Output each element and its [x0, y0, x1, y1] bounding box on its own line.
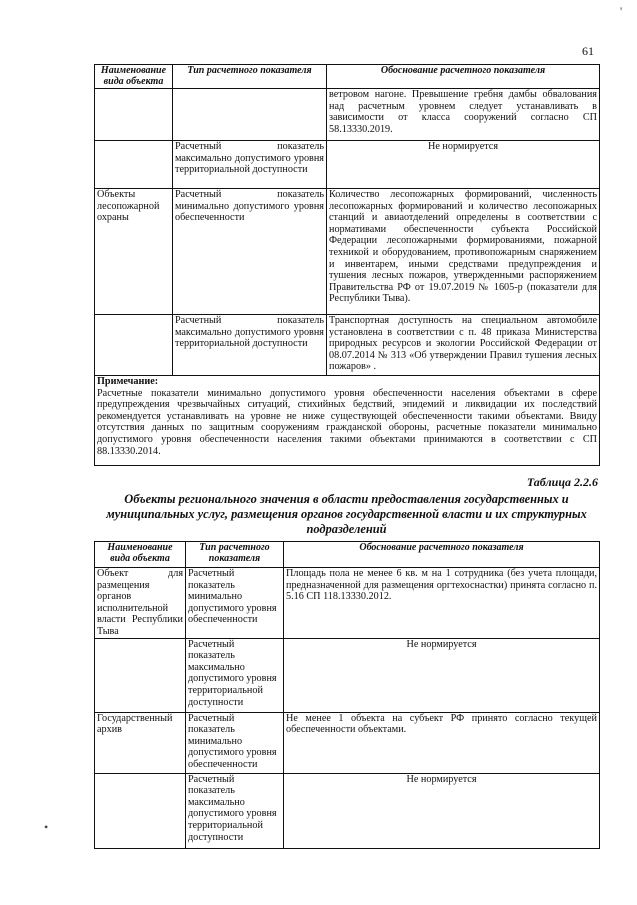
indicator-type-cell: [173, 89, 327, 141]
scan-mark: •: [44, 820, 49, 834]
scan-mark: ': [620, 4, 623, 18]
note-text: Расчетные показатели минимально допустимого уровня обеспеченности населения объектами в сфере предупреждения чрезвычайных ситуаций, стихийных бедствий, эпидемий и ликвидации их последствий рекомендуется устанавливать на уровне не ниже существующей обеспеченности такими объектами. Ввиду отсутствия данных по защитным сооружениям гражданской обороны, расчетные показатели минимально допустимого уровня обеспеченности населения такими объектами принимаются в соответствии с СП 88.13330.2014.: [97, 387, 597, 457]
note-title: Примечание:: [97, 376, 159, 387]
object-type-cell: [95, 638, 186, 712]
object-type-cell: [95, 89, 173, 141]
justification-cell: Не нормируется: [284, 773, 600, 848]
justification-cell: Не нормируется: [327, 141, 600, 189]
indicator-type-cell: Расчетный показатель максимально допустимого уровня территориальной доступности: [186, 638, 284, 712]
indicator-type-cell: Расчетный показатель минимально допустимого уровня обеспеченности: [186, 568, 284, 639]
object-type-cell: Государственный архив: [95, 712, 186, 773]
regional-objects-table: [94, 541, 600, 849]
justification-cell: Количество лесопожарных формирований, численность лесопожарных формирований и количество лесопожарных станций и авиаотделений определены в соответствии с нормативами обеспеченности субъекта Российской Федерации лесопожарными формированиями, пожарной техникой и оборудованием, противопожарным снаряжением и инвентарем, иными средствами предупреждения и тушения лесных пожаров, утвержденными распоряжением Правительства РФ от 19.07.2019 № 1605-р (показатели для Республики Тыва).: [327, 189, 600, 315]
table-row: [95, 712, 600, 773]
table-title: Объекты регионального значения в области предоставления государственных и муниципальных услуг, размещения органов государственной власти и их структурных подразделений: [106, 492, 587, 536]
column-header-justification: Обоснование расчетного показателя: [327, 65, 600, 89]
justification-cell: Не нормируется: [284, 638, 600, 712]
indicator-type-cell: Расчетный показатель максимально допустимого уровня территориальной доступности: [186, 773, 284, 848]
indicator-type-cell: Расчетный показатель минимально допустимого уровня обеспеченности: [186, 712, 284, 773]
indicator-type-cell: Расчетный показатель максимально допустимого уровня территориальной доступности: [173, 141, 327, 189]
indicators-table-continued: [94, 64, 600, 466]
table-row: [95, 89, 600, 141]
justification-cell: Не менее 1 объекта на субъект РФ принято согласно текущей обеспеченности объектами.: [284, 712, 600, 773]
column-header-indicator-type: Тип расчетного показателя: [186, 542, 284, 568]
object-type-cell: [95, 315, 173, 376]
object-type-cell: [95, 773, 186, 848]
page-number: 61: [582, 44, 594, 58]
object-type-cell: Объекты лесопожарной охраны: [95, 189, 173, 315]
justification-cell: Площадь пола не менее 6 кв. м на 1 сотрудника (без учета площади, предназначенной для размещения оргтехоснастки) принята согласно п. 5.16 СП 118.13330.2012.: [284, 568, 600, 639]
table-row: [95, 638, 600, 712]
table-row: [95, 141, 600, 189]
table-header-row: [95, 65, 600, 89]
table-number: Таблица 2.2.6: [526, 475, 598, 489]
table-row: [95, 315, 600, 376]
table-row: [95, 189, 600, 315]
justification-cell: ветровом нагоне. Превышение гребня дамбы обвалования над расчетным уровнем следует устанавливать в зависимости от класса сооружений согласно СП 58.13330.2019.: [327, 89, 600, 141]
column-header-indicator-type: Тип расчетного показателя: [173, 65, 327, 89]
note-cell: [95, 376, 600, 466]
table-row: [95, 773, 600, 848]
object-type-cell: Объект для размещения органов исполнительной власти Республики Тыва: [95, 568, 186, 639]
indicator-type-cell: Расчетный показатель минимально допустимого уровня обеспеченности: [173, 189, 327, 315]
table-row: [95, 568, 600, 639]
indicator-type-cell: Расчетный показатель максимально допустимого уровня территориальной доступности: [173, 315, 327, 376]
column-header-justification: Обоснование расчетного показателя: [284, 542, 600, 568]
object-type-cell: [95, 141, 173, 189]
justification-cell: Транспортная доступность на специальном автомобиле установлена в соответствии с п. 48 приказа Министерства природных ресурсов и экологии Российской Федерации от 08.07.2014 № 313 «Об утверждении Правил тушения лесных пожаров» .: [327, 315, 600, 376]
column-header-object-type: Наименование вида объекта: [95, 542, 186, 568]
column-header-object-type: Наименование вида объекта: [95, 65, 173, 89]
note-row: [95, 376, 600, 466]
table-header-row: [95, 542, 600, 568]
